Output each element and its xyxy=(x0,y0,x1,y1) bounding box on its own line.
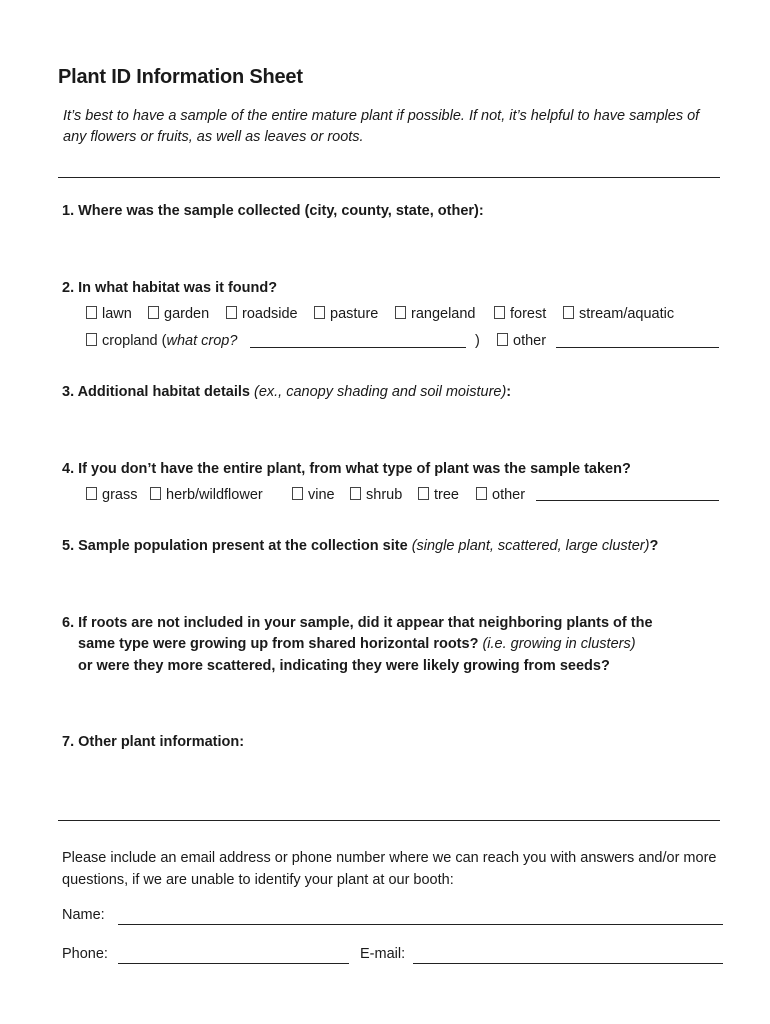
type-tree[interactable]: tree xyxy=(418,487,459,503)
type-vine[interactable]: vine xyxy=(292,487,335,503)
checkbox-icon[interactable] xyxy=(497,333,508,346)
crop-input-line[interactable] xyxy=(250,347,466,348)
checkbox-icon[interactable] xyxy=(350,487,361,500)
habitat-roadside[interactable]: roadside xyxy=(226,306,298,322)
checkbox-icon[interactable] xyxy=(226,306,237,319)
checkbox-icon[interactable] xyxy=(86,333,97,346)
type-other-line[interactable] xyxy=(536,500,719,501)
checkbox-icon[interactable] xyxy=(563,306,574,319)
contact-instructions: Please include an email address or phone number where we can reach you with answers and/or more questions, if we are unable to identify your plant at our booth: xyxy=(62,850,717,888)
intro-text: It’s best to have a sample of the entire mature plant if possible. If not, it’s helpful to have samples of any flowers or fruits, as well as leaves or roots. xyxy=(63,108,700,145)
question-2: 2. In what habitat was it found? xyxy=(62,280,278,296)
checkbox-icon[interactable] xyxy=(150,487,161,500)
name-label: Name: xyxy=(62,907,105,923)
habitat-pasture[interactable]: pasture xyxy=(314,306,378,322)
checkbox-icon[interactable] xyxy=(314,306,325,319)
checkbox-icon[interactable] xyxy=(395,306,406,319)
habitat-stream-aquatic[interactable]: stream/aquatic xyxy=(563,306,674,322)
habitat-lawn[interactable]: lawn xyxy=(86,306,132,322)
habitat-other[interactable]: other xyxy=(497,333,546,349)
question-1: 1. Where was the sample collected (city, county, state, other): xyxy=(62,203,484,219)
phone-input-line[interactable] xyxy=(118,963,349,964)
question-6-line-3: or were they more scattered, indicating they were likely growing from seeds? xyxy=(78,658,610,674)
habitat-forest[interactable]: forest xyxy=(494,306,546,322)
close-paren: ) xyxy=(475,333,480,349)
checkbox-icon[interactable] xyxy=(86,487,97,500)
checkbox-icon[interactable] xyxy=(292,487,303,500)
question-5: 5. Sample population present at the collection site (single plant, scattered, large cluster)? xyxy=(62,538,659,554)
question-7: 7. Other plant information: xyxy=(62,734,245,750)
question-6-line-2: same type were growing up from shared horizontal roots? (i.e. growing in clusters) xyxy=(78,636,636,652)
checkbox-icon[interactable] xyxy=(494,306,505,319)
email-label: E-mail: xyxy=(360,946,406,962)
page-title: Plant ID Information Sheet xyxy=(58,66,303,88)
email-input-line[interactable] xyxy=(413,963,723,964)
checkbox-icon[interactable] xyxy=(148,306,159,319)
habitat-other-line[interactable] xyxy=(556,347,719,348)
question-3: 3. Additional habitat details (ex., canopy shading and soil moisture): xyxy=(62,384,512,400)
checkbox-icon[interactable] xyxy=(86,306,97,319)
name-input-line[interactable] xyxy=(118,924,723,925)
question-6-line-1: 6. If roots are not included in your sample, did it appear that neighboring plants of the xyxy=(62,615,653,631)
type-other[interactable]: other xyxy=(476,487,525,503)
divider-top xyxy=(58,177,720,178)
habitat-garden[interactable]: garden xyxy=(148,306,209,322)
type-herb-wildflower[interactable]: herb/wildflower xyxy=(150,487,263,503)
type-grass[interactable]: grass xyxy=(86,487,137,503)
habitat-rangeland[interactable]: rangeland xyxy=(395,306,476,322)
checkbox-icon[interactable] xyxy=(418,487,429,500)
habitat-cropland[interactable]: cropland (what crop? xyxy=(86,333,237,349)
phone-label: Phone: xyxy=(62,946,108,962)
divider-bottom xyxy=(58,820,720,821)
checkbox-icon[interactable] xyxy=(476,487,487,500)
what-crop-hint: what crop? xyxy=(166,333,238,349)
question-4: 4. If you don’t have the entire plant, from what type of plant was the sample taken? xyxy=(62,461,631,477)
type-shrub[interactable]: shrub xyxy=(350,487,402,503)
